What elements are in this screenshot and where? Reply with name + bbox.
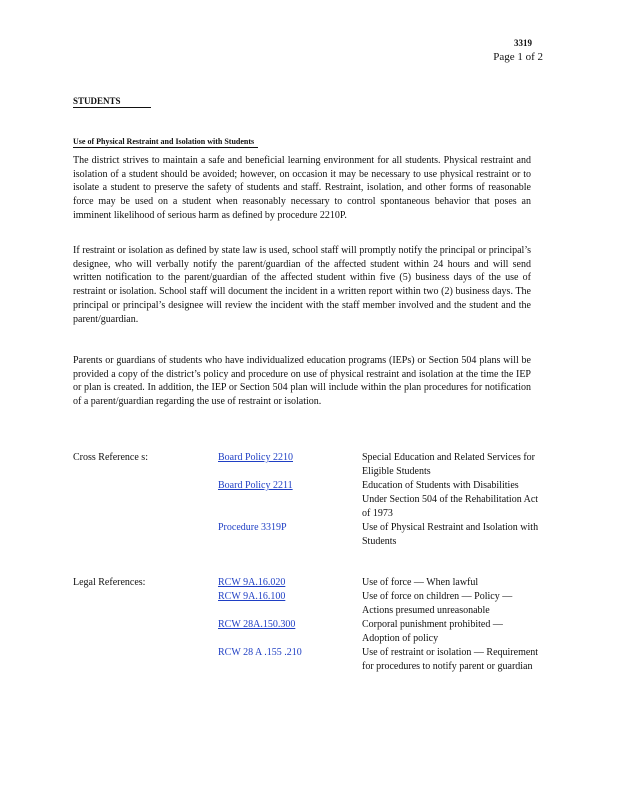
policy-number: 3319: [514, 38, 532, 48]
cross-reference-link[interactable]: Board Policy 2211: [218, 480, 293, 491]
cross-reference-description: Use of Physical Restraint and Isolation with Students: [362, 522, 539, 547]
page-count: Page 1 of 2: [493, 51, 543, 63]
cross-reference-link[interactable]: Board Policy 2210: [218, 452, 293, 463]
paragraph-3: Parents or guardians of students who have individualized education programs (IEPs) or Section 504 plans will be provided a copy of the district’s policy and procedure on use of physical restraint and isolation at the time the IEP or plan is created. In addition, the IEP or Section 504 plan will include within the plan procedures for notification of a parent/guardian regarding the use of restraint or isolation.: [73, 355, 531, 408]
cross-references-label: Cross Reference s:: [73, 452, 148, 463]
legal-references-label: Legal References:: [73, 577, 146, 588]
paragraph-2: If restraint or isolation as defined by state law is used, school staff will promptly notify the principal or principal’s designee, who will verbally notify the parent/guardian of the affected student within 24 hours and will send written notification to the parent/guardian of the affected student within five (5) business days of the use of restraint or isolation. School staff will document the incident in a written report within two (2) business days. The principal or principal’s designee will review the incident with the staff member involved and the student and the parent/guardian.: [73, 245, 531, 325]
legal-reference-link[interactable]: RCW 9A.16.100: [218, 591, 286, 602]
cross-reference-link[interactable]: Procedure 3319P: [218, 522, 287, 533]
legal-reference-link[interactable]: RCW 28 A .155 .210: [218, 647, 302, 658]
cross-reference-description: Education of Students with Disabilities Under Section 504 of the Rehabilitation Act of 1973: [362, 480, 539, 519]
paragraph-1: The district strives to maintain a safe and beneficial learning environment for all students. Physical restraint and isolation of a student should be avoided; however, on occasion it may be necessary to use physical restraint or to isolate a student to preserve the safety of students and staff. Restraint, isolation, and other forms of reasonable force may be used on a student when reasonably necessary to control spontaneous behavior that poses an imminent likelihood of serious harm as defined by procedure 2210P.: [73, 155, 531, 221]
legal-reference-description: Use of force on children — Policy — Actions presumed unreasonable: [362, 591, 513, 616]
legal-reference-description: Use of force — When lawful: [362, 577, 479, 588]
legal-reference-description: Corporal punishment prohibited — Adoption of policy: [362, 619, 503, 644]
legal-reference-link[interactable]: RCW 28A.150.300: [218, 619, 296, 630]
policy-title: Use of Physical Restraint and Isolation with Students: [73, 136, 258, 148]
legal-reference-description: Use of restraint or isolation — Requirement for procedures to notify parent or guardian: [362, 647, 539, 672]
legal-reference-link[interactable]: RCW 9A.16.020: [218, 577, 286, 588]
section-heading: STUDENTS: [73, 96, 151, 108]
cross-reference-description: Special Education and Related Services for Eligible Students: [362, 452, 535, 477]
